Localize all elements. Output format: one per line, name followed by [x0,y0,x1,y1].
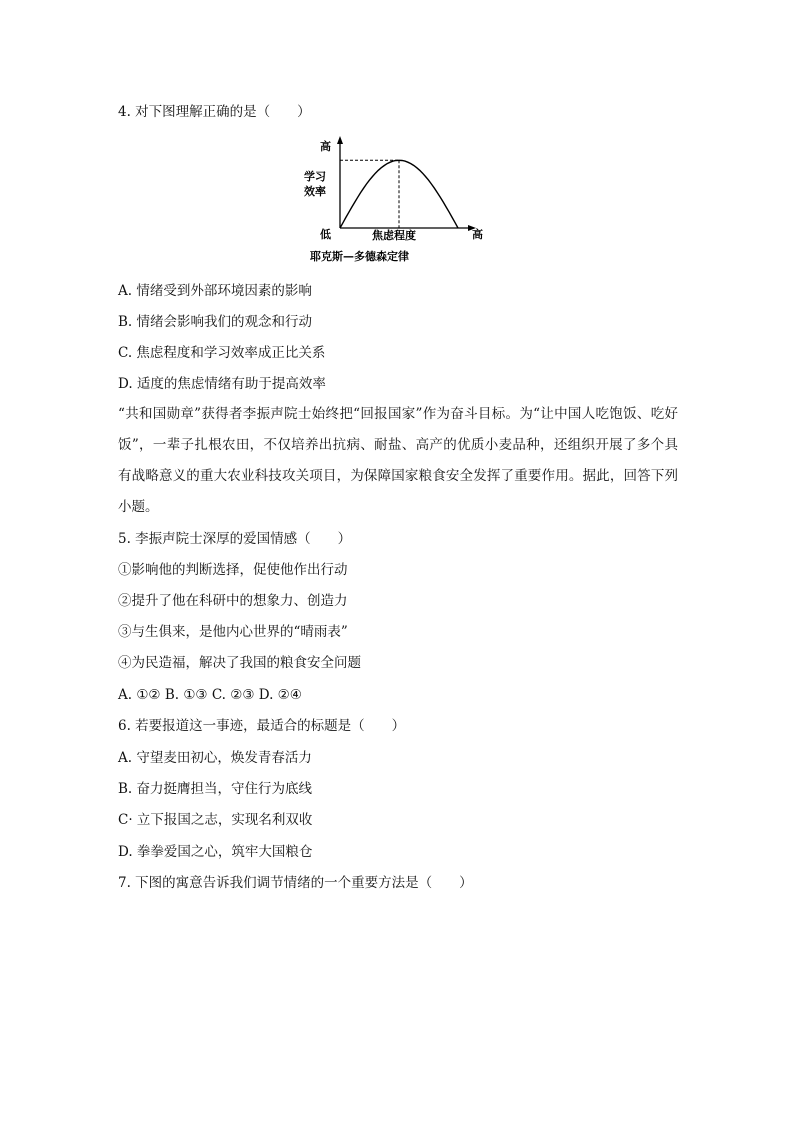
q6-option-c: C· 立下报国之志，实现名利双收 [118,812,313,828]
chart-caption: 耶克斯—多德森定律 [310,250,409,263]
chart-axes [337,136,476,231]
question-7-stem: 7. 下图的寓意告诉我们调节情绪的一个重要方法是（ ） [118,875,473,891]
question-4-stem: 4. 对下图理解正确的是（ ） [118,104,311,120]
x-axis-high-label: 高 [472,228,483,241]
q5-item-1: ①影响他的判断选择，促使他作出行动 [118,562,348,578]
q4-option-c: C. 焦虑程度和学习效率成正比关系 [118,345,326,361]
q5-item-4: ④为民造福，解决了我国的粮食安全问题 [118,655,361,671]
x-axis-low-label: 低 [320,228,331,241]
q5-options: A. ①② B. ①③ C. ②③ D. ②④ [118,687,302,703]
y-axis-label-line1: 学习 [304,170,326,183]
q4-option-a: A. 情绪受到外部环境因素的影响 [118,283,312,299]
y-axis-arrow [337,136,343,144]
yerkes-dodson-chart [300,132,500,266]
q6-option-b: B. 奋力挺膺担当，守住行为底线 [118,781,313,797]
question-5-stem: 5. 李振声院士深厚的爱国情感（ ） [118,531,352,547]
reading-passage: “共和国勋章”获得者李振声院士始终把“回报国家”作为奋斗目标。为“让中国人吃饱饭、吃好饭”，一辈子扎根农田，不仅培养出抗病、耐盐、高产的优质小麦品种，还组织开展了多个具有战略意义的重大农业科技攻关项目，为保障国家粮食安全发挥了重要作用。据此，回答下列小题。 [118,406,678,515]
question-6-stem: 6. 若要报道这一事迹，最适合的标题是（ ） [118,718,406,734]
peak-guides [340,160,399,228]
y-axis-high-label: 高 [320,140,331,153]
q5-item-2: ②提升了他在科研中的想象力、创造力 [118,593,348,609]
q5-item-3: ③与生俱来，是他内心世界的“晴雨表” [118,624,348,640]
x-axis-label: 焦虑程度 [372,229,416,242]
q6-option-a: A. 守望麦田初心，焕发青春活力 [118,750,312,766]
y-axis-label-line2: 效率 [304,185,326,198]
q4-option-d: D. 适度的焦虑情绪有助于提高效率 [118,376,326,392]
q4-option-b: B. 情绪会影响我们的观念和行动 [118,314,313,330]
q6-option-d: D. 拳拳爱国之心，筑牢大国粮仓 [118,844,313,860]
